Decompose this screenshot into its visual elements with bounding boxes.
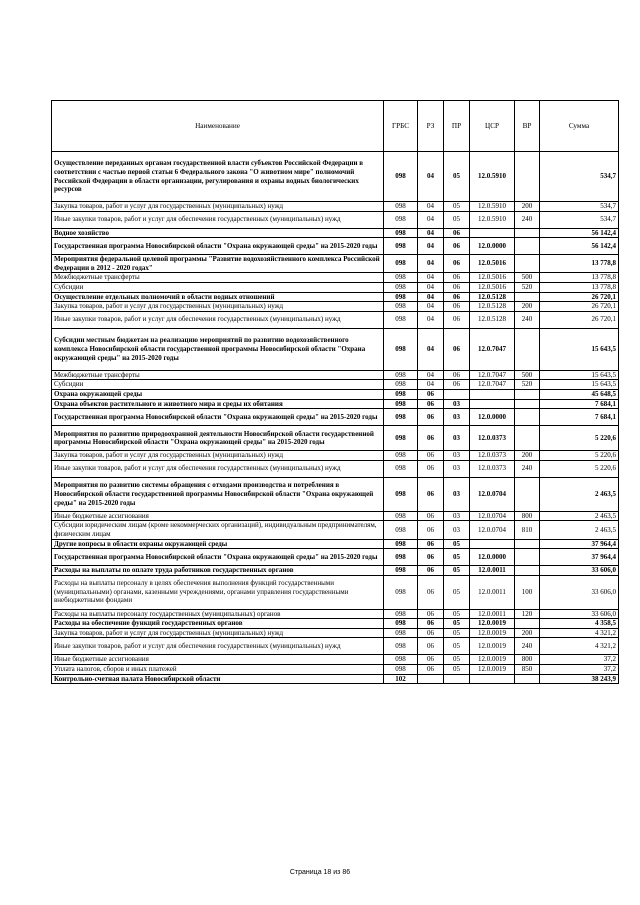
cell-pr: 03 — [444, 426, 470, 451]
cell-csr: 12.0.0000 — [470, 549, 515, 566]
cell-grbs: 098 — [384, 665, 418, 675]
cell-csr: 12.0.7047 — [470, 380, 515, 390]
cell-rz: 06 — [418, 638, 444, 655]
cell-csr: 12.0.5128 — [470, 292, 515, 302]
cell-name: Расходы на выплаты по оплате труда работников государственных органов — [52, 566, 384, 576]
cell-vr — [515, 426, 540, 451]
cell-vr — [515, 566, 540, 576]
cell-name: Иные закупки товаров, работ и услуг для обеспечения государственных (муниципальных) нужд — [52, 460, 384, 477]
cell-vr — [515, 539, 540, 549]
cell-csr — [470, 389, 515, 399]
cell-csr: 12.0.5016 — [470, 273, 515, 283]
cell-pr: 05 — [444, 628, 470, 638]
cell-pr: 06 — [444, 255, 470, 273]
cell-grbs: 098 — [384, 370, 418, 380]
table-row — [52, 328, 619, 370]
cell-vr: 240 — [515, 311, 540, 328]
table-row — [52, 638, 619, 655]
cell-vr: 200 — [515, 302, 540, 312]
cell-sum: 37,2 — [540, 665, 619, 675]
cell-pr: 05 — [444, 539, 470, 549]
cell-csr: 12.0.0011 — [470, 566, 515, 576]
cell-csr: 12.0.0373 — [470, 426, 515, 451]
cell-csr: 12.0.0704 — [470, 521, 515, 539]
budget-table — [51, 100, 619, 684]
cell-vr: 810 — [515, 521, 540, 539]
cell-sum: 26 720,1 — [540, 292, 619, 302]
cell-grbs: 102 — [384, 674, 418, 684]
header-pr: ПР — [444, 101, 470, 152]
cell-grbs: 098 — [384, 255, 418, 273]
cell-vr: 850 — [515, 665, 540, 675]
cell-rz: 04 — [418, 292, 444, 302]
cell-pr: 05 — [444, 655, 470, 665]
cell-csr — [470, 539, 515, 549]
cell-csr: 12.0.0373 — [470, 451, 515, 461]
cell-pr: 06 — [444, 302, 470, 312]
cell-csr: 12.0.0373 — [470, 460, 515, 477]
cell-rz: 06 — [418, 566, 444, 576]
cell-name: Охрана окружающей среды — [52, 389, 384, 399]
page-footer: Страница 18 из 86 — [289, 869, 351, 876]
table-row — [52, 255, 619, 273]
cell-grbs: 098 — [384, 282, 418, 292]
cell-sum: 33 606,0 — [540, 575, 619, 609]
table-row — [52, 228, 619, 238]
table-row — [52, 655, 619, 665]
cell-grbs: 098 — [384, 238, 418, 255]
cell-name: Контрольно-счетная палата Новосибирской области — [52, 674, 384, 684]
cell-pr: 03 — [444, 399, 470, 409]
cell-name: Субсидии юридическим лицам (кроме некоммерческих организаций), индивидуальным предпринимателям, физическим лицам — [52, 521, 384, 539]
table-row — [52, 451, 619, 461]
cell-pr: 03 — [444, 409, 470, 426]
cell-pr: 03 — [444, 511, 470, 521]
cell-name: Иные закупки товаров, работ и услуг для обеспечения государственных (муниципальных) нужд — [52, 638, 384, 655]
cell-rz: 06 — [418, 451, 444, 461]
cell-csr: 12.0.5910 — [470, 211, 515, 228]
cell-grbs: 098 — [384, 202, 418, 212]
cell-grbs: 098 — [384, 609, 418, 619]
table-row — [52, 211, 619, 228]
cell-grbs: 098 — [384, 451, 418, 461]
cell-grbs: 098 — [384, 566, 418, 576]
cell-csr: 12.0.0019 — [470, 619, 515, 629]
cell-name: Уплата налогов, сборов и иных платежей — [52, 665, 384, 675]
table-row — [52, 202, 619, 212]
cell-grbs: 098 — [384, 389, 418, 399]
table-row — [52, 619, 619, 629]
cell-sum: 4 358,5 — [540, 619, 619, 629]
cell-name: Водное хозяйство — [52, 228, 384, 238]
cell-vr — [515, 255, 540, 273]
cell-sum: 56 142,4 — [540, 238, 619, 255]
cell-vr — [515, 674, 540, 684]
cell-name: Субсидии местным бюджетам на реализацию мероприятий по развитию водохозяйственного комплекса Новосибирской области государственной программы Новосибирской области "Охрана окружающей среды" на 2015-2020 годы — [52, 328, 384, 370]
cell-vr: 120 — [515, 609, 540, 619]
cell-name: Государственная программа Новосибирской области "Охрана окружающей среды" на 2015-2020 годы — [52, 549, 384, 566]
cell-csr: 12.0.0011 — [470, 609, 515, 619]
cell-name: Другие вопросы в области охраны окружающей среды — [52, 539, 384, 549]
table-row — [52, 674, 619, 684]
cell-rz: 06 — [418, 399, 444, 409]
table-row — [52, 460, 619, 477]
cell-name: Осуществление отдельных полномочий в области водных отношений — [52, 292, 384, 302]
cell-vr — [515, 228, 540, 238]
cell-sum: 33 606,0 — [540, 609, 619, 619]
cell-name: Осуществление переданных органам государственной власти субъектов Российской Федерации в соответствии с частью первой статьи 6 Федерального закона "О животном мире" полномочий Российской Федерации в области организации, регулирования и охраны водных биологических ресурсов — [52, 152, 384, 202]
cell-vr: 240 — [515, 460, 540, 477]
cell-name: Расходы на выплаты персоналу государственных (муниципальных) органов — [52, 609, 384, 619]
cell-grbs: 098 — [384, 302, 418, 312]
cell-pr: 06 — [444, 292, 470, 302]
cell-sum: 13 778,8 — [540, 255, 619, 273]
cell-vr: 520 — [515, 380, 540, 390]
cell-rz: 04 — [418, 328, 444, 370]
cell-rz: 04 — [418, 152, 444, 202]
cell-name: Закупка товаров, работ и услуг для государственных (муниципальных) нужд — [52, 451, 384, 461]
cell-grbs: 098 — [384, 292, 418, 302]
cell-name: Расходы на обеспечение функций государственных органов — [52, 619, 384, 629]
cell-name: Межбюджетные трансферты — [52, 273, 384, 283]
cell-pr: 06 — [444, 238, 470, 255]
table-row — [52, 628, 619, 638]
cell-grbs: 098 — [384, 152, 418, 202]
cell-rz: 04 — [418, 380, 444, 390]
cell-grbs: 098 — [384, 399, 418, 409]
table-row — [52, 282, 619, 292]
cell-rz: 04 — [418, 370, 444, 380]
cell-sum: 5 220,6 — [540, 426, 619, 451]
cell-sum: 534,7 — [540, 152, 619, 202]
cell-sum: 38 243,9 — [540, 674, 619, 684]
cell-sum: 13 778,8 — [540, 273, 619, 283]
cell-grbs: 098 — [384, 380, 418, 390]
cell-vr: 200 — [515, 202, 540, 212]
cell-csr: 12.0.5016 — [470, 282, 515, 292]
header-grbs: ГРБС — [384, 101, 418, 152]
cell-sum: 13 778,8 — [540, 282, 619, 292]
cell-rz: 06 — [418, 619, 444, 629]
table-row — [52, 477, 619, 511]
cell-grbs: 098 — [384, 511, 418, 521]
cell-csr: 12.0.0011 — [470, 575, 515, 609]
cell-rz: 06 — [418, 628, 444, 638]
cell-vr: 800 — [515, 511, 540, 521]
cell-pr: 06 — [444, 380, 470, 390]
cell-rz: 04 — [418, 273, 444, 283]
cell-sum: 37 964,4 — [540, 549, 619, 566]
cell-vr: 800 — [515, 655, 540, 665]
cell-grbs: 098 — [384, 273, 418, 283]
table-row — [52, 426, 619, 451]
cell-sum: 45 648,5 — [540, 389, 619, 399]
cell-rz: 06 — [418, 575, 444, 609]
cell-grbs: 098 — [384, 211, 418, 228]
cell-vr — [515, 389, 540, 399]
cell-name: Иные закупки товаров, работ и услуг для обеспечения государственных (муниципальных) нужд — [52, 311, 384, 328]
cell-rz: 06 — [418, 409, 444, 426]
cell-csr — [470, 228, 515, 238]
cell-vr: 240 — [515, 638, 540, 655]
cell-grbs: 098 — [384, 628, 418, 638]
cell-grbs: 098 — [384, 539, 418, 549]
cell-sum: 7 684,1 — [540, 399, 619, 409]
cell-sum: 37 964,4 — [540, 539, 619, 549]
cell-vr — [515, 549, 540, 566]
cell-pr: 05 — [444, 549, 470, 566]
table-row — [52, 609, 619, 619]
header-vr: ВР — [515, 101, 540, 152]
cell-pr: 05 — [444, 665, 470, 675]
cell-rz: 06 — [418, 477, 444, 511]
table-row — [52, 273, 619, 283]
table-row — [52, 575, 619, 609]
cell-rz: 04 — [418, 282, 444, 292]
cell-name: Закупка товаров, работ и услуг для государственных (муниципальных) нужд — [52, 628, 384, 638]
cell-rz: 06 — [418, 389, 444, 399]
cell-pr — [444, 674, 470, 684]
cell-grbs: 098 — [384, 460, 418, 477]
cell-pr: 03 — [444, 477, 470, 511]
cell-name: Государственная программа Новосибирской области "Охрана окружающей среды" на 2015-2020 годы — [52, 409, 384, 426]
table-row — [52, 399, 619, 409]
cell-sum: 15 643,5 — [540, 328, 619, 370]
cell-vr — [515, 477, 540, 511]
cell-grbs: 098 — [384, 521, 418, 539]
cell-sum: 7 684,1 — [540, 409, 619, 426]
cell-csr: 12.0.5128 — [470, 302, 515, 312]
table-row — [52, 409, 619, 426]
cell-pr: 06 — [444, 370, 470, 380]
table-row — [52, 370, 619, 380]
cell-csr: 12.0.0704 — [470, 511, 515, 521]
cell-vr: 200 — [515, 628, 540, 638]
cell-sum: 534,7 — [540, 202, 619, 212]
cell-sum: 2 463,5 — [540, 521, 619, 539]
cell-sum: 56 142,4 — [540, 228, 619, 238]
table-row — [52, 302, 619, 312]
cell-name: Иные закупки товаров, работ и услуг для обеспечения государственных (муниципальных) нужд — [52, 211, 384, 228]
cell-grbs: 098 — [384, 638, 418, 655]
cell-csr: 12.0.5128 — [470, 311, 515, 328]
cell-sum: 37,2 — [540, 655, 619, 665]
cell-pr: 05 — [444, 566, 470, 576]
cell-pr: 05 — [444, 575, 470, 609]
cell-name: Государственная программа Новосибирской области "Охрана окружающей среды" на 2015-2020 годы — [52, 238, 384, 255]
table-row — [52, 511, 619, 521]
cell-rz: 06 — [418, 549, 444, 566]
cell-rz: 04 — [418, 255, 444, 273]
cell-rz: 06 — [418, 655, 444, 665]
cell-sum: 15 643,5 — [540, 380, 619, 390]
cell-vr: 500 — [515, 370, 540, 380]
cell-csr: 12.0.0000 — [470, 238, 515, 255]
cell-sum: 4 321,2 — [540, 628, 619, 638]
cell-sum: 5 220,6 — [540, 451, 619, 461]
cell-rz — [418, 674, 444, 684]
cell-rz: 06 — [418, 609, 444, 619]
cell-pr: 06 — [444, 311, 470, 328]
cell-vr — [515, 238, 540, 255]
cell-vr — [515, 328, 540, 370]
cell-name: Межбюджетные трансферты — [52, 370, 384, 380]
cell-pr: 06 — [444, 228, 470, 238]
cell-csr: 12.0.5910 — [470, 202, 515, 212]
cell-pr — [444, 389, 470, 399]
table-row — [52, 152, 619, 202]
table-row — [52, 549, 619, 566]
cell-sum: 33 606,0 — [540, 566, 619, 576]
cell-pr: 03 — [444, 521, 470, 539]
cell-name: Закупка товаров, работ и услуг для государственных (муниципальных) нужд — [52, 302, 384, 312]
cell-grbs: 098 — [384, 655, 418, 665]
cell-rz: 04 — [418, 202, 444, 212]
cell-pr: 05 — [444, 202, 470, 212]
cell-csr: 12.0.0704 — [470, 477, 515, 511]
cell-sum: 26 720,1 — [540, 302, 619, 312]
cell-rz: 04 — [418, 211, 444, 228]
cell-name: Иные бюджетные ассигнования — [52, 655, 384, 665]
cell-vr: 240 — [515, 211, 540, 228]
table-row — [52, 566, 619, 576]
table-row — [52, 292, 619, 302]
cell-name: Субсидии — [52, 282, 384, 292]
cell-csr: 12.0.0019 — [470, 638, 515, 655]
cell-pr: 06 — [444, 273, 470, 283]
cell-grbs: 098 — [384, 426, 418, 451]
cell-name: Мероприятия федеральной целевой программы "Развитие водохозяйственного комплекса Российской Федерации в 2012 - 2020 годах" — [52, 255, 384, 273]
cell-sum: 15 643,5 — [540, 370, 619, 380]
cell-rz: 04 — [418, 302, 444, 312]
table-row — [52, 380, 619, 390]
cell-vr — [515, 409, 540, 426]
cell-rz: 06 — [418, 665, 444, 675]
cell-csr — [470, 674, 515, 684]
cell-pr: 03 — [444, 460, 470, 477]
cell-grbs: 098 — [384, 477, 418, 511]
table-row — [52, 311, 619, 328]
header-rz: РЗ — [418, 101, 444, 152]
cell-vr: 500 — [515, 273, 540, 283]
cell-vr — [515, 619, 540, 629]
cell-rz: 06 — [418, 539, 444, 549]
cell-grbs: 098 — [384, 619, 418, 629]
cell-name: Охрана объектов растительного и животного мира и среды их обитания — [52, 399, 384, 409]
cell-grbs: 098 — [384, 311, 418, 328]
cell-csr: 12.0.7047 — [470, 370, 515, 380]
cell-vr: 100 — [515, 575, 540, 609]
cell-grbs: 098 — [384, 549, 418, 566]
table-header-row — [52, 101, 619, 152]
cell-vr: 520 — [515, 282, 540, 292]
cell-csr: 12.0.0019 — [470, 665, 515, 675]
cell-csr: 12.0.5910 — [470, 152, 515, 202]
cell-sum: 534,7 — [540, 211, 619, 228]
cell-pr: 05 — [444, 152, 470, 202]
cell-name: Расходы на выплаты персоналу в целях обеспечения выполнения функций государственными (муниципальными) органами, казенными учреждениями, органами управления государственными внебюджетными фондами — [52, 575, 384, 609]
cell-csr: 12.0.5016 — [470, 255, 515, 273]
header-sum: Сумма — [540, 101, 619, 152]
cell-grbs: 098 — [384, 328, 418, 370]
table-row — [52, 665, 619, 675]
cell-pr: 06 — [444, 328, 470, 370]
cell-name: Мероприятия по развитию природоохранной деятельности Новосибирской области государственной программы Новосибирской области "Охрана окружающей среды" на 2015-2020 годы — [52, 426, 384, 451]
table-body — [52, 152, 619, 684]
cell-rz: 06 — [418, 511, 444, 521]
cell-name: Мероприятия по развитию системы обращения с отходами производства и потребления в Новосибирской области государственной программы Новосибирской области "Охрана окружающей среды" на 2015-2020 годы — [52, 477, 384, 511]
cell-pr: 06 — [444, 282, 470, 292]
cell-rz: 04 — [418, 311, 444, 328]
cell-rz: 06 — [418, 521, 444, 539]
table-row — [52, 389, 619, 399]
table-row — [52, 238, 619, 255]
cell-name: Иные бюджетные ассигнования — [52, 511, 384, 521]
cell-csr — [470, 399, 515, 409]
cell-csr: 12.0.0000 — [470, 409, 515, 426]
cell-sum: 2 463,5 — [540, 477, 619, 511]
cell-rz: 04 — [418, 238, 444, 255]
cell-csr: 12.0.7047 — [470, 328, 515, 370]
cell-grbs: 098 — [384, 409, 418, 426]
cell-pr: 05 — [444, 638, 470, 655]
cell-grbs: 098 — [384, 228, 418, 238]
cell-pr: 03 — [444, 451, 470, 461]
header-csr: ЦСР — [470, 101, 515, 152]
cell-csr: 12.0.0019 — [470, 655, 515, 665]
cell-sum: 26 720,1 — [540, 311, 619, 328]
cell-csr: 12.0.0019 — [470, 628, 515, 638]
cell-pr: 05 — [444, 619, 470, 629]
cell-rz: 06 — [418, 426, 444, 451]
cell-name: Субсидии — [52, 380, 384, 390]
cell-vr — [515, 152, 540, 202]
table-row — [52, 521, 619, 539]
header-name: Наименование — [52, 101, 384, 152]
cell-vr: 200 — [515, 451, 540, 461]
cell-grbs: 098 — [384, 575, 418, 609]
cell-rz: 04 — [418, 228, 444, 238]
cell-sum: 4 321,2 — [540, 638, 619, 655]
cell-pr: 05 — [444, 211, 470, 228]
table-row — [52, 539, 619, 549]
cell-vr — [515, 399, 540, 409]
cell-sum: 5 220,6 — [540, 460, 619, 477]
cell-pr: 05 — [444, 609, 470, 619]
cell-vr — [515, 292, 540, 302]
cell-name: Закупка товаров, работ и услуг для государственных (муниципальных) нужд — [52, 202, 384, 212]
cell-rz: 06 — [418, 460, 444, 477]
cell-sum: 2 463,5 — [540, 511, 619, 521]
